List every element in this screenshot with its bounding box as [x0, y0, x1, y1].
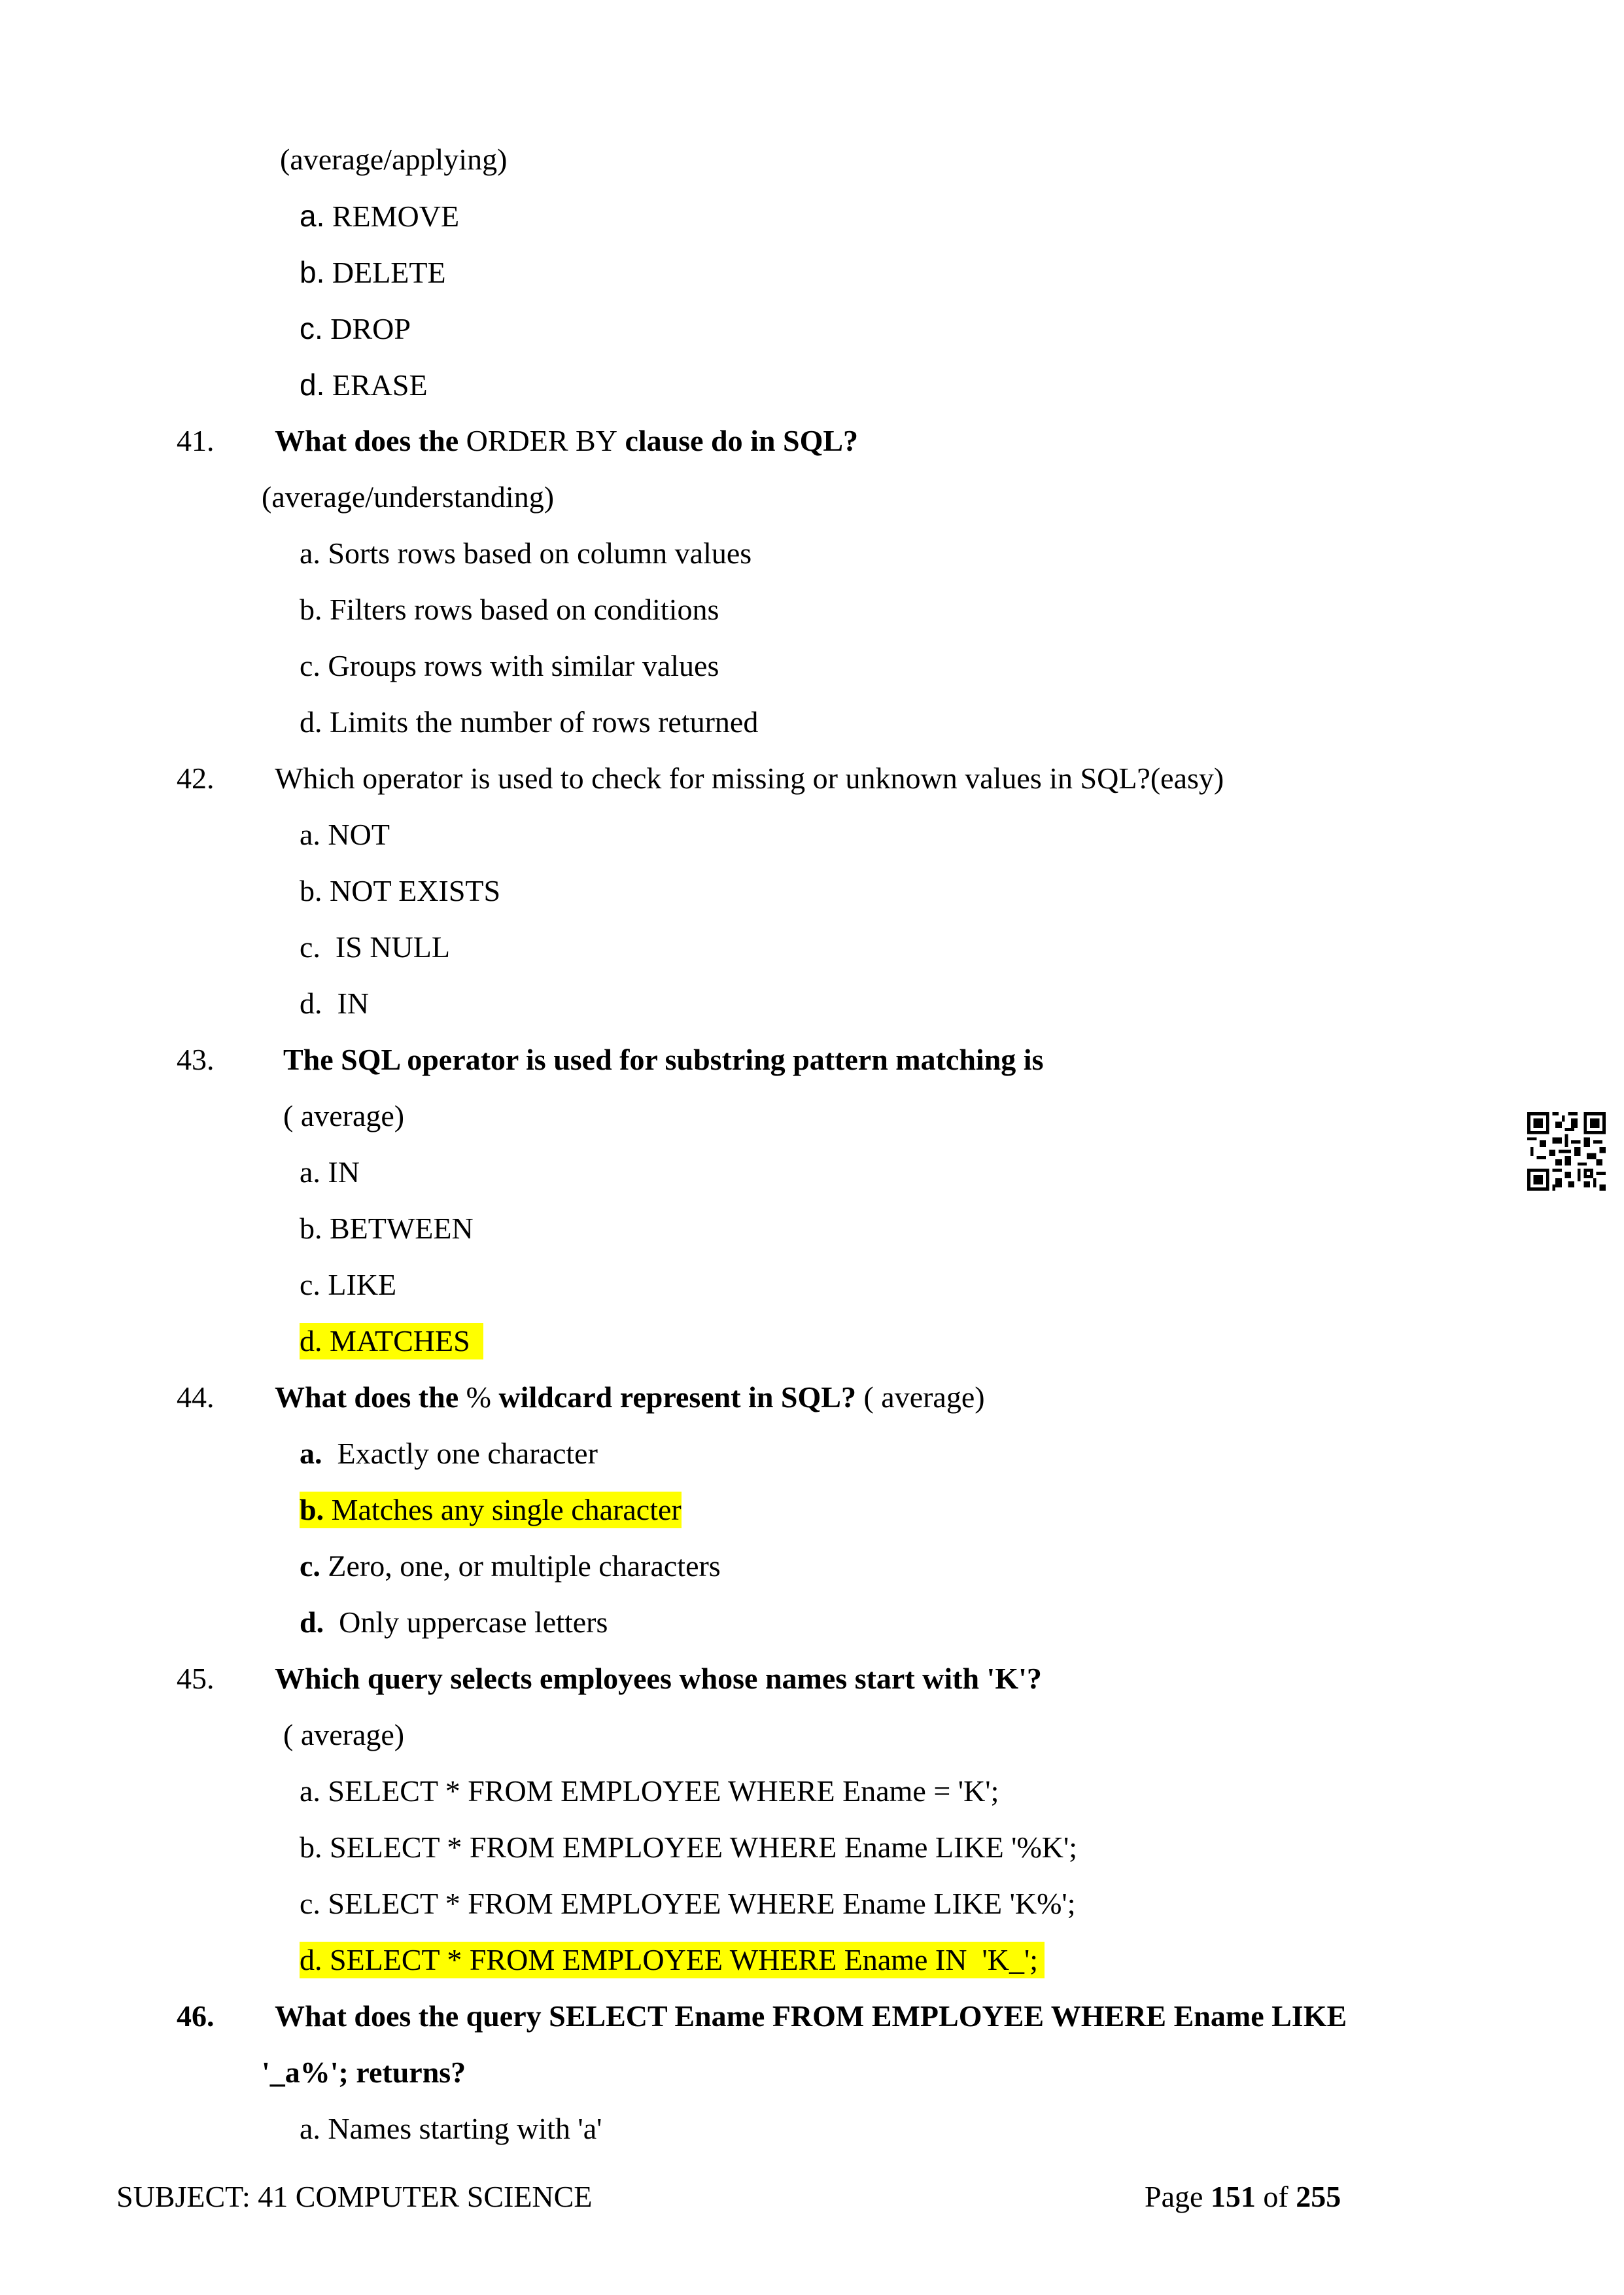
- q44-option-c: c. Zero, one, or multiple characters: [300, 1549, 721, 1583]
- q41-option-c: c. Groups rows with similar values: [300, 649, 719, 682]
- q44-option-a: a. Exactly one character: [300, 1437, 598, 1470]
- q44-question-text: What does the % wildcard represent in SQL? ( average): [275, 1380, 985, 1414]
- q41-question-text: What does the ORDER BY clause do in SQL?: [275, 424, 859, 457]
- footer-page-number: Page 151 of 255: [1145, 2180, 1341, 2213]
- q41-option-b: b. Filters rows based on conditions: [300, 593, 719, 626]
- q45-option-b: b. SELECT * FROM EMPLOYEE WHERE Ename LIKE '%K';: [300, 1831, 1078, 1864]
- q43-option-a: a. IN: [300, 1155, 360, 1189]
- q41-difficulty: (average/understanding): [262, 480, 555, 514]
- q42-option-a: a. NOT: [300, 818, 390, 851]
- q44-option-b: b. Matches any single character: [300, 1492, 682, 1528]
- q40-option-a: a. REMOVE: [300, 199, 460, 233]
- q46-number: 46.: [177, 1999, 215, 2033]
- q45-difficulty: ( average): [283, 1718, 405, 1751]
- q41-option-a: a. Sorts rows based on column values: [300, 536, 752, 570]
- footer-subject: SUBJECT: 41 COMPUTER SCIENCE: [116, 2180, 593, 2213]
- q43-number: 43.: [177, 1043, 215, 1076]
- q40-option-d: d. ERASE: [300, 368, 428, 402]
- q43-question-text: The SQL operator is used for substring pattern matching is: [283, 1043, 1044, 1076]
- q46-option-a: a. Names starting with 'a': [300, 2112, 602, 2145]
- q43-option-b: b. BETWEEN: [300, 1212, 474, 1245]
- q43-option-d: d. MATCHES: [300, 1323, 483, 1359]
- q44-number: 44.: [177, 1380, 215, 1414]
- q41-number: 41.: [177, 424, 215, 457]
- q46-question-text-line1: What does the query SELECT Ename FROM EMPLOYEE WHERE Ename LIKE: [275, 1999, 1347, 2033]
- q45-number: 45.: [177, 1662, 215, 1695]
- q45-option-c: c. SELECT * FROM EMPLOYEE WHERE Ename LIKE 'K%';: [300, 1887, 1076, 1920]
- q41-option-d: d. Limits the number of rows returned: [300, 705, 759, 739]
- q43-option-c: c. LIKE: [300, 1268, 397, 1301]
- q45-option-a: a. SELECT * FROM EMPLOYEE WHERE Ename = 'K';: [300, 1774, 999, 1808]
- q42-option-d: d. IN: [300, 987, 370, 1020]
- q42-question-text: Which operator is used to check for missing or unknown values in SQL?(easy): [275, 762, 1224, 795]
- q45-question-text: Which query selects employees whose names start with 'K'?: [275, 1662, 1042, 1695]
- qr-code-icon: [1527, 1112, 1606, 1191]
- q42-number: 42.: [177, 762, 215, 795]
- q42-option-b: b. NOT EXISTS: [300, 874, 501, 907]
- q46-question-text-line2: '_a%'; returns?: [262, 2056, 466, 2089]
- q40-difficulty: (average/applying): [280, 143, 508, 176]
- q40-option-b: b. DELETE: [300, 255, 446, 289]
- q45-option-d: d. SELECT * FROM EMPLOYEE WHERE Ename IN 'K_';: [300, 1942, 1045, 1978]
- q44-option-d: d. Only uppercase letters: [300, 1605, 608, 1639]
- q42-option-c: c. IS NULL: [300, 930, 450, 964]
- q40-option-c: c. DROP: [300, 311, 411, 345]
- q43-difficulty: ( average): [283, 1099, 405, 1132]
